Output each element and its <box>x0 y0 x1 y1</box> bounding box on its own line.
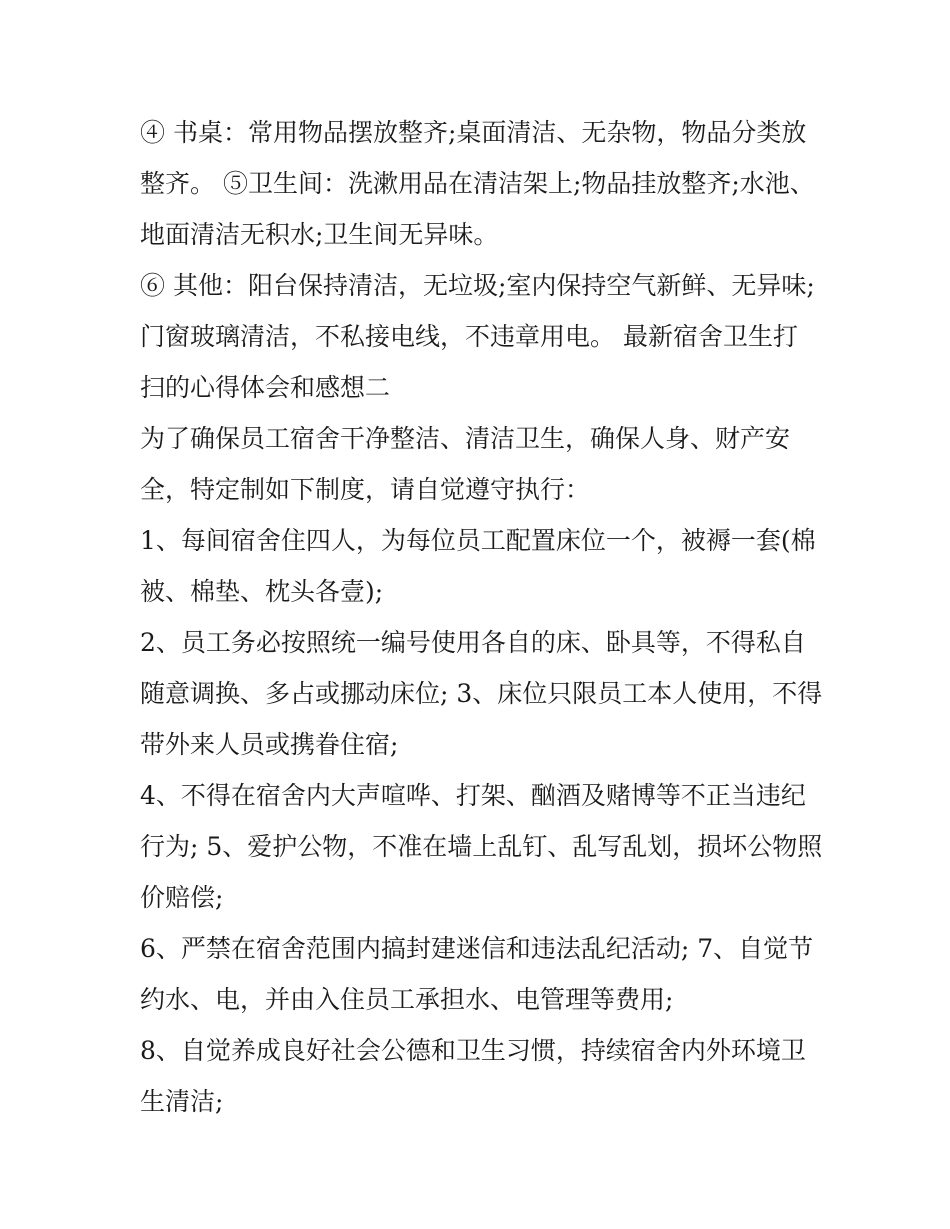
text-line: 8、自觉养成良好社会公德和卫生习惯，持续宿舍内外环境卫 <box>140 1036 806 1065</box>
paragraph-desk-bathroom <box>140 107 815 260</box>
text-line: 地面清洁无积水;卫生间无异味。 <box>140 220 499 249</box>
paragraph-intro <box>140 413 815 515</box>
paragraph-rule-4-5 <box>140 770 823 923</box>
text-line: 行为; 5、爱护公物，不准在墙上乱钉、乱写乱划，损坏公物照 <box>140 832 823 861</box>
text-line: 被、棉垫、枕头各壹); <box>140 577 384 606</box>
text-line: 生清洁; <box>140 1087 224 1116</box>
text-line: 约水、电，并由入住员工承担水、电管理等费用; <box>140 985 674 1014</box>
paragraph-rule-6-7 <box>140 923 815 1025</box>
paragraph-rule-1 <box>140 515 815 617</box>
text-line: 4、不得在宿舍内大声喧哗、打架、酗酒及赌博等不正当违纪 <box>140 781 806 810</box>
text-line: 全，特定制如下制度，请自觉遵守执行： <box>140 475 591 504</box>
text-line: 价赔偿; <box>140 883 224 912</box>
text-line: ④ 书桌：常用物品摆放整齐;桌面清洁、无杂物，物品分类放 <box>140 118 807 147</box>
text-line: 随意调换、多占或挪动床位; 3、床位只限员工本人使用，不得 <box>140 679 823 708</box>
text-line: 带外来人员或携眷住宿; <box>140 730 399 759</box>
text-line: ⑥ 其他：阳台保持清洁，无垃圾;室内保持空气新鲜、无异味; <box>140 271 815 300</box>
text-line: 2、员工务必按照统一编号使用各自的床、卧具等，不得私自 <box>140 628 806 657</box>
text-line: 1、每间宿舍住四人，为每位员工配置床位一个，被褥一套(棉 <box>140 526 816 555</box>
text-line: 6、严禁在宿舍范围内搞封建迷信和违法乱纪活动; 7、自觉节 <box>140 934 814 963</box>
text-line: 扫的心得体会和感想二 <box>140 373 391 402</box>
text-line: 整齐。 ⑤卫生间：洗漱用品在清洁架上;物品挂放整齐;水池、 <box>140 169 815 198</box>
paragraph-rule-8 <box>140 1025 815 1127</box>
paragraph-rule-2-3 <box>140 617 823 770</box>
text-line: 为了确保员工宿舍干净整洁、清洁卫生，确保人身、财产安 <box>140 424 791 453</box>
text-line: 门窗玻璃清洁，不私接电线，不违章用电。 最新宿舍卫生打 <box>140 322 798 351</box>
paragraph-other <box>140 260 815 413</box>
document-body <box>140 107 823 1127</box>
